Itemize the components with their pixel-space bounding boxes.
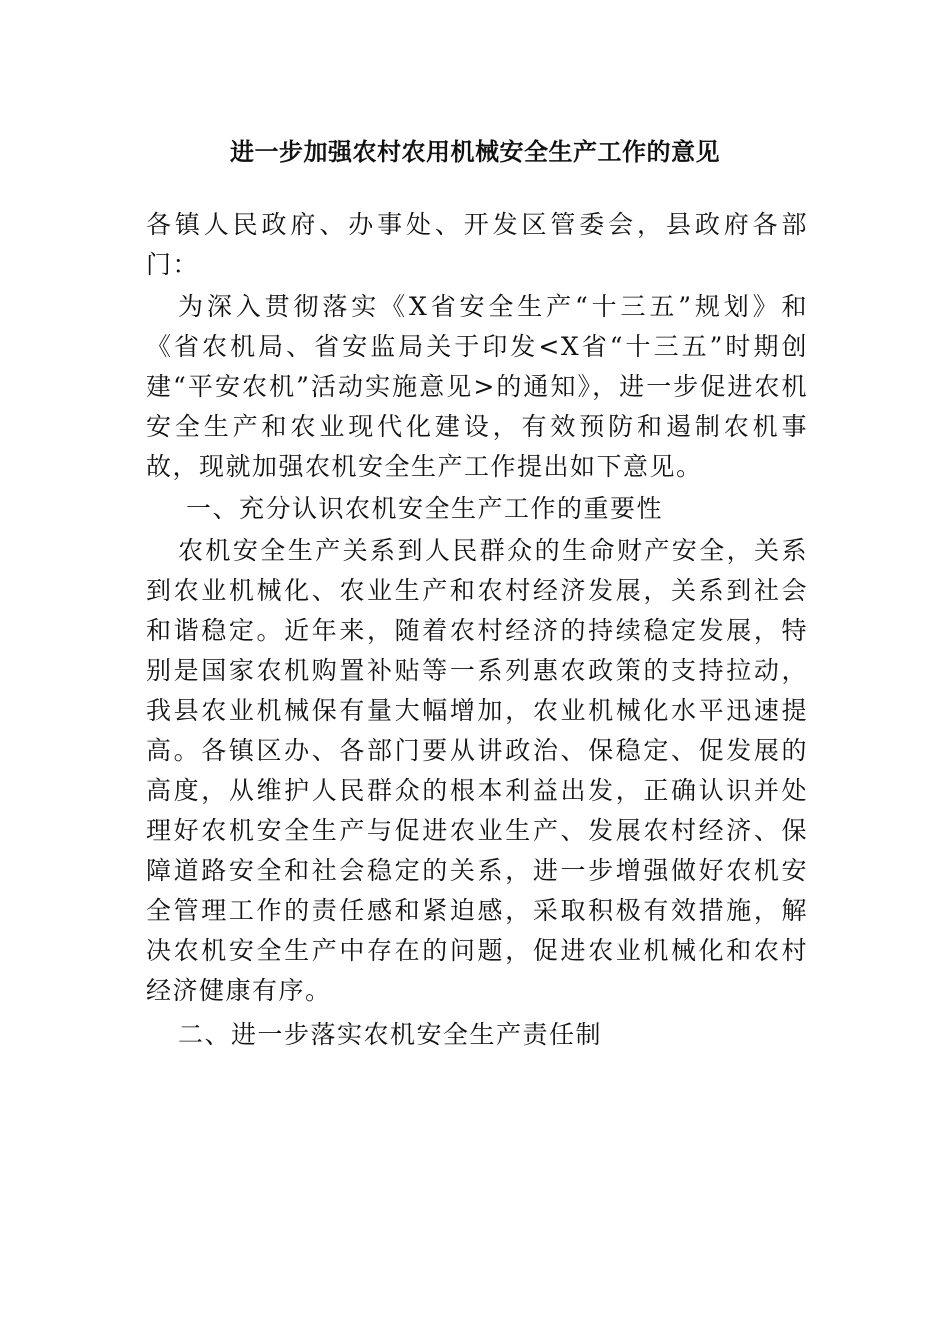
section-1-paragraph: 农机安全生产关系到人民群众的生命财产安全，关系到农业机械化、农业生产和农村经济发展，关系到社会和谐稳定。近年来，随着农村经济的持续稳定发展，特别是国家农机购置补贴等一系列惠农政策的支持拉动，我县农业机械保有量大幅增加，农业机械化水平迅速提高。各镇区办、各部门要从讲政治、保稳定、促发展的高度，从维护人民群众的根本利益出发，正确认识并处理好农机安全生产与促进农业生产、发展农村经济、保障道路安全和社会稳定的关系，进一步增强做好农机安全管理工作的责任感和紧迫感，采取积极有效措施，解决农机安全生产中存在的问题，促进农业机械化和农村经济健康有序。 [146, 536, 808, 1005]
intro-paragraph: 为深入贯彻落实《X省安全生产“十三五”规划》和《省农机局、省安监局关于印发<X省“十三五”时期创建“平安农机”活动实施意见>的通知》，进一步促进农机安全生产和农业现代化建设，有效预防和遏制农机事故，现就加强农机安全生产工作提出如下意见。 [146, 292, 808, 481]
document-body [146, 204, 808, 1056]
section-heading-1: 一、充分认识农机安全生产工作的重要性 [186, 494, 664, 523]
document-title: 进一步加强农村农用机械安全生产工作的意见 [230, 138, 720, 166]
salutation: 各镇人民政府、办事处、开发区管委会，县政府各部门： [146, 210, 808, 279]
section-heading-2: 二、进一步落实农机安全生产责任制 [178, 1020, 603, 1049]
